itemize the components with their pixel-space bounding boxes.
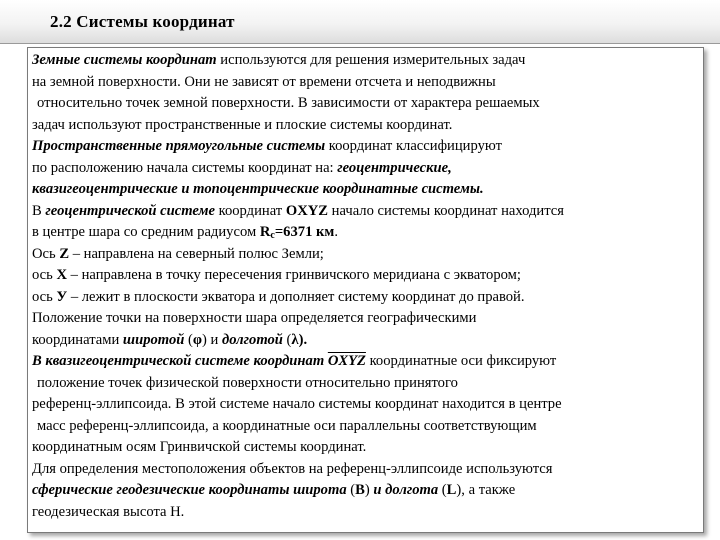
text-line: В геоцентрической системе координат OXYZ начало системы координат находится <box>32 202 564 219</box>
text-line: на земной поверхности. Они не зависят от времени отсчета и неподвижны <box>32 73 496 90</box>
text-line: по расположению начала системы координат на: геоцентрические, <box>32 159 452 176</box>
text-line: геодезическая высота H. <box>32 503 185 520</box>
text-line: ось X – направлена в точку пересечения гринвичского меридиана с экватором; <box>32 267 521 283</box>
text-line: квазигеоцентрические и топоцентрические координатные системы. <box>32 181 484 197</box>
text-line: Для определения местоположения объектов на референц-эллипсоиде используются <box>32 460 553 477</box>
text-line: масс референц-эллипсоида, а координатные оси параллельны соответствующим <box>37 417 537 434</box>
text-line: в центре шара со средним радиусом $R_c=6371$ км. <box>32 224 339 241</box>
text-line: Пространственные прямоугольные системы координат классифицируют <box>32 138 502 154</box>
text-line: ось У – лежит в плоскости экватора и дополняет систему координат до правой. <box>32 288 525 305</box>
body-text <box>32 50 700 523</box>
text-line: задач используют пространственные и плоские системы координат. <box>32 116 453 133</box>
text-line: координатами широтой (φ) и долготой (λ). <box>32 331 308 348</box>
text-line: координатным осям Гринвичской системы координат. <box>32 439 367 455</box>
text-line: В квазигеоцентрической системе координат OXYZ координатные оси фиксируют <box>32 353 557 369</box>
header-divider <box>0 43 720 44</box>
text-line: сферические геодезические координаты широта (B) и долгота (L), а также <box>32 482 516 498</box>
text-line: Ось Z – направлена на северный полюс Земли; <box>32 245 324 262</box>
text-line: Положение точки на поверхности шара определяется географическими <box>32 310 477 326</box>
text-line: относительно точек земной поверхности. В зависимости от характера решаемых <box>37 95 540 111</box>
text-line: референц-эллипсоида. В этой системе начало системы координат находится в центре <box>32 396 562 412</box>
text-line: Земные системы координат используются для решения измерительных задач <box>32 52 526 68</box>
text-line: положение точек физической поверхности относительно принятого <box>37 374 458 391</box>
page-title: 2.2 Системы координат <box>50 12 235 31</box>
